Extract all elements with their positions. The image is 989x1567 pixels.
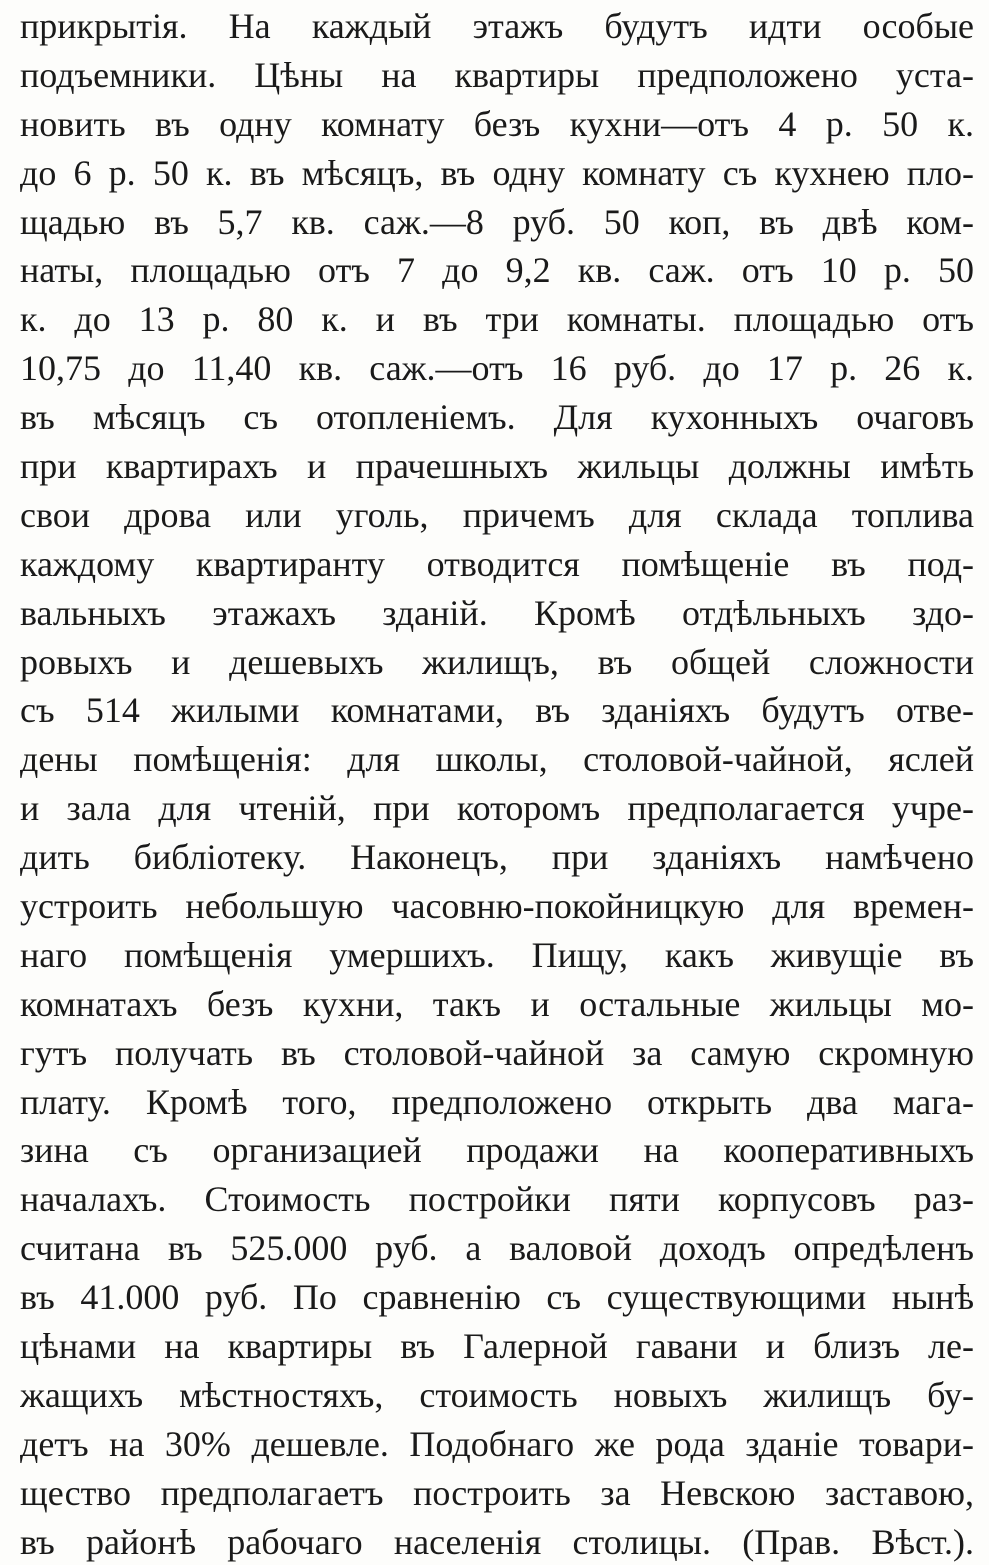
text-line: до 6 р. 50 к. въ мѣсяцъ, въ одну комнату съ кухнею пло- [20, 152, 974, 193]
text-line: 10,75 до 11,40 кв. саж.—отъ 16 руб. до 17 р. 26 к. [20, 348, 974, 389]
text-line: дить библіотеку. Наконецъ, при зданіяхъ намѣчено [20, 837, 974, 878]
text-line: и зала для чтеній, при которомъ предполагается учре- [20, 788, 974, 829]
text-line: при квартирахъ и прачешныхъ жильцы должны имѣть [20, 446, 974, 487]
text-line: дены помѣщенія: для школы, столовой-чайной, яслей [20, 739, 974, 780]
text-line: наго помѣщенія умершихъ. Пищу, какъ живущіе въ [20, 934, 974, 975]
text-line: щадью въ 5,7 кв. саж.—8 руб. 50 коп, въ двѣ ком- [20, 201, 974, 242]
text-line: плату. Кромѣ того, предположено открыть два мага- [20, 1081, 974, 1122]
text-line: подъемники. Цѣны на квартиры предположено уста- [20, 54, 974, 95]
text-line: жащихъ мѣстностяхъ, стоимость новыхъ жилищъ бу- [20, 1374, 974, 1415]
text-line: новить въ одну комнату безъ кухни—отъ 4 р. 50 к. [20, 103, 974, 144]
text-line: к. до 13 р. 80 к. и въ три комнаты. площадью отъ [20, 299, 974, 340]
body-text [20, 2, 974, 1567]
text-line: въ 41.000 руб. По сравненію съ существующими нынѣ [20, 1277, 974, 1318]
text-line: цѣнами на квартиры въ Галерной гавани и близъ ле- [20, 1326, 974, 1367]
text-line: въ районѣ рабочаго населенія столицы. (Прав. Вѣст.). [20, 1521, 974, 1562]
text-line: щество предполагаетъ построить за Невскою заставою, [20, 1472, 974, 1513]
text-line: ровыхъ и дешевыхъ жилищъ, въ общей сложности [20, 641, 974, 682]
text-line: наты, площадью отъ 7 до 9,2 кв. саж. отъ 10 р. 50 [20, 250, 974, 291]
text-line: детъ на 30% дешевле. Подобнаго же рода зданіе товари- [20, 1423, 974, 1464]
text-line: каждому квартиранту отводится помѣщеніе въ под- [20, 543, 974, 584]
text-line: въ мѣсяцъ съ отопленіемъ. Для кухонныхъ очаговъ [20, 397, 974, 438]
text-line: считана въ 525.000 руб. а валовой доходъ опредѣленъ [20, 1228, 974, 1269]
text-line: зина съ организацией продажи на кооперативныхъ [20, 1130, 974, 1171]
text-line: устроить небольшую часовню-покойницкую для времен- [20, 886, 974, 927]
text-line: гутъ получать въ столовой-чайной за самую скромную [20, 1032, 974, 1073]
text-line: вальныхъ этажахъ зданій. Кромѣ отдѣльныхъ здо- [20, 592, 974, 633]
text-line: комнатахъ безъ кухни, такъ и остальные жильцы мо- [20, 983, 974, 1024]
text-line: съ 514 жилыми комнатами, въ зданіяхъ будутъ отве- [20, 690, 974, 731]
text-line: свои дрова или уголь, причемъ для склада топлива [20, 494, 974, 535]
text-line: прикрытія. На каждый этажъ будутъ идти особые [20, 6, 974, 46]
text-line: началахъ. Стоимость постройки пяти корпусовъ раз- [20, 1179, 974, 1220]
